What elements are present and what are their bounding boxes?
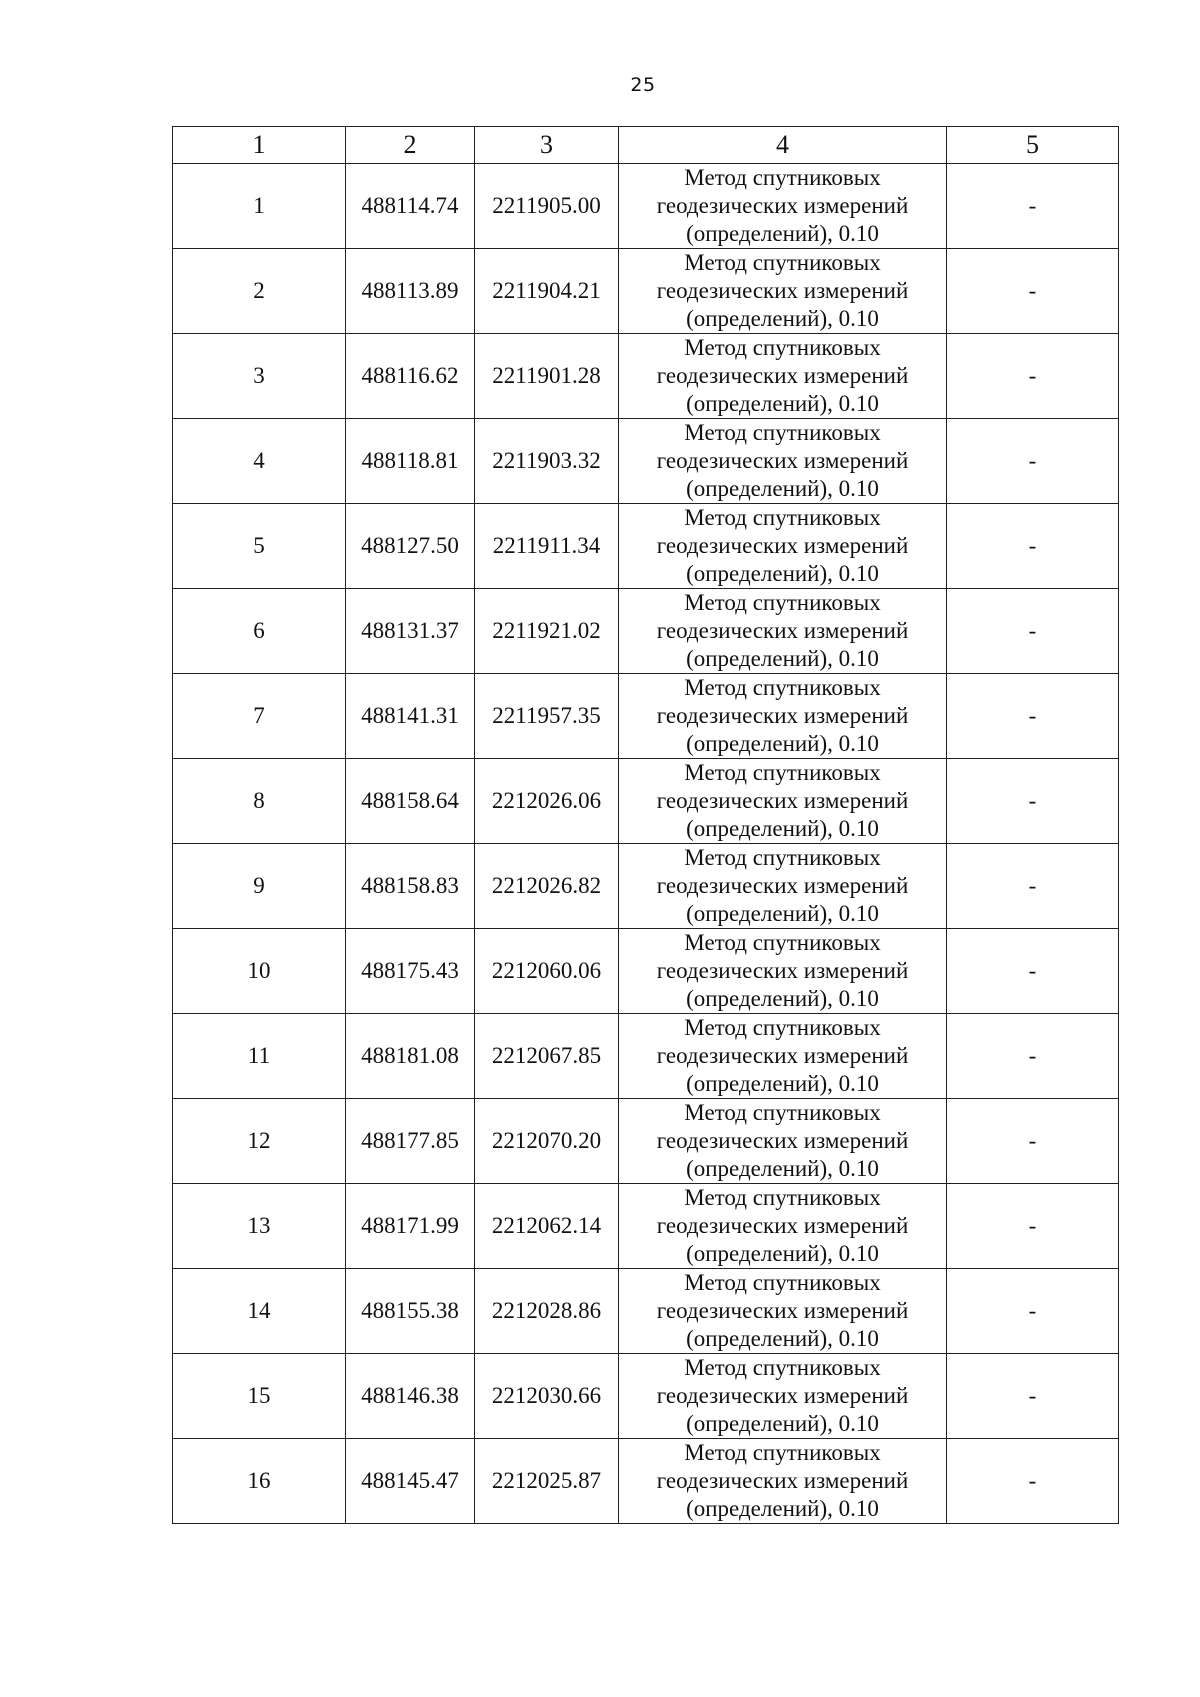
page-number: 25	[630, 74, 656, 96]
header-cell: 3	[475, 127, 619, 164]
x-coordinate-cell: 488181.08	[346, 1014, 475, 1099]
method-line: Метод спутниковых	[684, 1355, 881, 1380]
y-coordinate-cell: 2212070.20	[475, 1099, 619, 1184]
x-coordinate-cell: 488171.99	[346, 1184, 475, 1269]
y-coordinate-cell: 2211921.02	[475, 589, 619, 674]
table-row	[173, 759, 1119, 844]
table-body	[173, 127, 1119, 1524]
method-line: (определений), 0.10	[686, 1241, 879, 1266]
table-row	[173, 1099, 1119, 1184]
method-cell	[619, 334, 947, 419]
method-line: геодезических измерений	[656, 1298, 909, 1323]
note-cell: -	[947, 1269, 1119, 1354]
method-line: Метод спутниковых	[684, 590, 881, 615]
y-coordinate-cell: 2212030.66	[475, 1354, 619, 1439]
point-number-cell: 9	[173, 844, 346, 929]
x-coordinate-cell: 488141.31	[346, 674, 475, 759]
method-line: геодезических измерений	[656, 1043, 909, 1068]
table-row	[173, 1439, 1119, 1524]
point-number-cell: 11	[173, 1014, 346, 1099]
method-line: (определений), 0.10	[686, 221, 879, 246]
method-cell	[619, 759, 947, 844]
method-line: геодезических измерений	[656, 703, 909, 728]
point-number-cell: 12	[173, 1099, 346, 1184]
note-cell: -	[947, 249, 1119, 334]
method-line: геодезических измерений	[656, 958, 909, 983]
coordinates-table	[172, 126, 1119, 1524]
method-line: геодезических измерений	[656, 278, 909, 303]
table-row	[173, 1014, 1119, 1099]
x-coordinate-cell: 488145.47	[346, 1439, 475, 1524]
point-number-cell: 10	[173, 929, 346, 1014]
y-coordinate-cell: 2211957.35	[475, 674, 619, 759]
method-line: (определений), 0.10	[686, 901, 879, 926]
method-line: (определений), 0.10	[686, 646, 879, 671]
y-coordinate-cell: 2211903.32	[475, 419, 619, 504]
method-line: Метод спутниковых	[684, 760, 881, 785]
method-line: геодезических измерений	[656, 1468, 909, 1493]
point-number-cell: 15	[173, 1354, 346, 1439]
x-coordinate-cell: 488177.85	[346, 1099, 475, 1184]
y-coordinate-cell: 2211911.34	[475, 504, 619, 589]
method-cell	[619, 1184, 947, 1269]
table-row	[173, 844, 1119, 929]
method-line: (определений), 0.10	[686, 731, 879, 756]
method-line: геодезических измерений	[656, 533, 909, 558]
y-coordinate-cell: 2212026.82	[475, 844, 619, 929]
method-line: Метод спутниковых	[684, 335, 881, 360]
note-cell: -	[947, 1014, 1119, 1099]
method-line: Метод спутниковых	[684, 1270, 881, 1295]
method-line: (определений), 0.10	[686, 1326, 879, 1351]
note-cell: -	[947, 844, 1119, 929]
table-row	[173, 1184, 1119, 1269]
point-number-cell: 6	[173, 589, 346, 674]
method-line: (определений), 0.10	[686, 476, 879, 501]
method-line: Метод спутниковых	[684, 250, 881, 275]
header-cell: 5	[947, 127, 1119, 164]
method-cell	[619, 1099, 947, 1184]
x-coordinate-cell: 488158.83	[346, 844, 475, 929]
method-line: (определений), 0.10	[686, 1156, 879, 1181]
method-line: (определений), 0.10	[686, 1496, 879, 1521]
note-cell: -	[947, 334, 1119, 419]
y-coordinate-cell: 2212067.85	[475, 1014, 619, 1099]
method-line: геодезических измерений	[656, 448, 909, 473]
method-line: Метод спутниковых	[684, 1015, 881, 1040]
table-row	[173, 1354, 1119, 1439]
header-cell: 2	[346, 127, 475, 164]
x-coordinate-cell: 488116.62	[346, 334, 475, 419]
x-coordinate-cell: 488175.43	[346, 929, 475, 1014]
method-line: (определений), 0.10	[686, 391, 879, 416]
point-number-cell: 8	[173, 759, 346, 844]
point-number-cell: 7	[173, 674, 346, 759]
method-line: геодезических измерений	[656, 193, 909, 218]
method-line: геодезических измерений	[656, 618, 909, 643]
point-number-cell: 3	[173, 334, 346, 419]
x-coordinate-cell: 488131.37	[346, 589, 475, 674]
method-cell	[619, 1439, 947, 1524]
method-cell	[619, 504, 947, 589]
y-coordinate-cell: 2211904.21	[475, 249, 619, 334]
table-header-row	[173, 127, 1119, 164]
table-row	[173, 419, 1119, 504]
method-line: Метод спутниковых	[684, 1440, 881, 1465]
x-coordinate-cell: 488118.81	[346, 419, 475, 504]
method-line: геодезических измерений	[656, 363, 909, 388]
method-cell	[619, 1269, 947, 1354]
method-line: Метод спутниковых	[684, 930, 881, 955]
method-line: (определений), 0.10	[686, 1071, 879, 1096]
method-line: (определений), 0.10	[686, 561, 879, 586]
y-coordinate-cell: 2211901.28	[475, 334, 619, 419]
method-line: Метод спутниковых	[684, 505, 881, 530]
point-number-cell: 5	[173, 504, 346, 589]
note-cell: -	[947, 164, 1119, 249]
x-coordinate-cell: 488146.38	[346, 1354, 475, 1439]
table-row	[173, 334, 1119, 419]
method-line: геодезических измерений	[656, 873, 909, 898]
x-coordinate-cell: 488114.74	[346, 164, 475, 249]
method-cell	[619, 249, 947, 334]
table-row	[173, 1269, 1119, 1354]
note-cell: -	[947, 674, 1119, 759]
point-number-cell: 13	[173, 1184, 346, 1269]
x-coordinate-cell: 488113.89	[346, 249, 475, 334]
method-line: геодезических измерений	[656, 1383, 909, 1408]
table-row	[173, 589, 1119, 674]
point-number-cell: 2	[173, 249, 346, 334]
note-cell: -	[947, 1354, 1119, 1439]
y-coordinate-cell: 2212060.06	[475, 929, 619, 1014]
table-row	[173, 929, 1119, 1014]
method-cell	[619, 589, 947, 674]
method-line: геодезических измерений	[656, 1128, 909, 1153]
method-cell	[619, 164, 947, 249]
method-line: геодезических измерений	[656, 788, 909, 813]
method-line: (определений), 0.10	[686, 986, 879, 1011]
method-line: Метод спутниковых	[684, 420, 881, 445]
x-coordinate-cell: 488155.38	[346, 1269, 475, 1354]
method-line: Метод спутниковых	[684, 165, 881, 190]
note-cell: -	[947, 1099, 1119, 1184]
table-row	[173, 674, 1119, 759]
table-row	[173, 249, 1119, 334]
method-line: Метод спутниковых	[684, 1100, 881, 1125]
note-cell: -	[947, 1184, 1119, 1269]
note-cell: -	[947, 589, 1119, 674]
method-cell	[619, 419, 947, 504]
point-number-cell: 1	[173, 164, 346, 249]
y-coordinate-cell: 2212028.86	[475, 1269, 619, 1354]
point-number-cell: 14	[173, 1269, 346, 1354]
y-coordinate-cell: 2212025.87	[475, 1439, 619, 1524]
note-cell: -	[947, 504, 1119, 589]
header-cell: 4	[619, 127, 947, 164]
method-line: Метод спутниковых	[684, 845, 881, 870]
point-number-cell: 16	[173, 1439, 346, 1524]
note-cell: -	[947, 929, 1119, 1014]
method-line: (определений), 0.10	[686, 816, 879, 841]
note-cell: -	[947, 759, 1119, 844]
note-cell: -	[947, 419, 1119, 504]
method-line: (определений), 0.10	[686, 306, 879, 331]
table-row	[173, 504, 1119, 589]
method-cell	[619, 929, 947, 1014]
method-line: геодезических измерений	[656, 1213, 909, 1238]
method-cell	[619, 674, 947, 759]
point-number-cell: 4	[173, 419, 346, 504]
x-coordinate-cell: 488127.50	[346, 504, 475, 589]
method-cell	[619, 1354, 947, 1439]
table-row	[173, 164, 1119, 249]
header-cell: 1	[173, 127, 346, 164]
y-coordinate-cell: 2212026.06	[475, 759, 619, 844]
method-cell	[619, 844, 947, 929]
method-line: (определений), 0.10	[686, 1411, 879, 1436]
x-coordinate-cell: 488158.64	[346, 759, 475, 844]
note-cell: -	[947, 1439, 1119, 1524]
method-cell	[619, 1014, 947, 1099]
y-coordinate-cell: 2211905.00	[475, 164, 619, 249]
method-line: Метод спутниковых	[684, 675, 881, 700]
method-line: Метод спутниковых	[684, 1185, 881, 1210]
y-coordinate-cell: 2212062.14	[475, 1184, 619, 1269]
